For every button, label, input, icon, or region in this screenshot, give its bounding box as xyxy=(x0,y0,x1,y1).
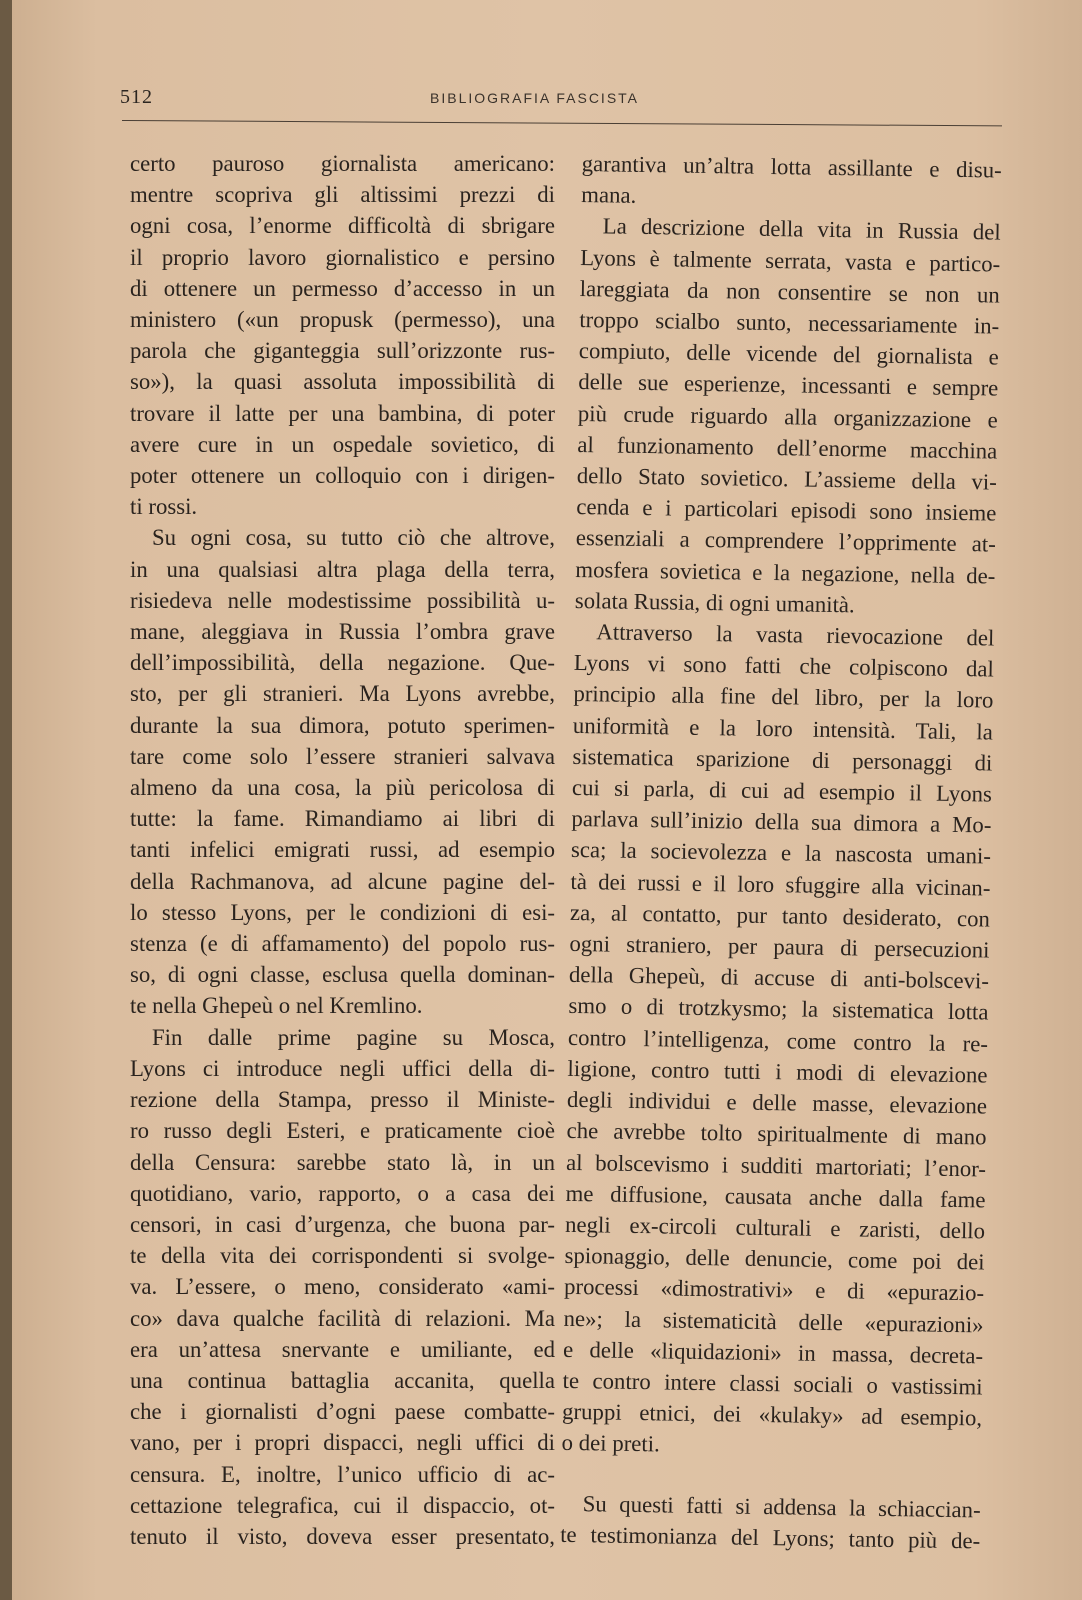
text-line: so, di ogni classe, esclusa quella dominan- xyxy=(130,962,555,988)
text-line: parola che giganteggia sull’orizzonte rus- xyxy=(130,338,555,364)
text-line: co» dava qualche facilità di relazioni. Ma xyxy=(130,1305,555,1331)
text-line: tanti infelici emigrati russi, ad esempio xyxy=(130,837,555,863)
text-line: sto, per gli stranieri. Ma Lyons avrebbe, xyxy=(130,681,555,707)
text-line: Su questi fatti si addensa la schiaccian- xyxy=(582,1490,981,1522)
text-line: che avrebbe tolto spiritualmente di mano xyxy=(566,1118,987,1150)
text-line: quotidiano, vario, rapporto, o a casa dei xyxy=(130,1180,555,1206)
text-line: o dei preti. xyxy=(561,1430,660,1457)
text-line: ro russo degli Esteri, e praticamente cioè xyxy=(130,1118,555,1144)
text-line: degli individui e delle masse, elevazione xyxy=(566,1086,988,1119)
text-line: al bolscevismo i sudditi martoriati; l’enor- xyxy=(565,1149,987,1181)
text-line: smo o di trotzkysmo; la sistematica lotta xyxy=(568,993,989,1025)
text-line: stenza (e di affamamento) del popolo rus- xyxy=(130,931,555,957)
text-line: te nella Ghepeù o nel Kremlino. xyxy=(130,993,423,1019)
text-line: Attraverso la vasta rievocazione del xyxy=(596,619,995,651)
text-line: trovare il latte per una bambina, di poter xyxy=(130,400,555,426)
text-line: certo pauroso giornalista americano: xyxy=(130,151,555,176)
text-line: era un’attesa snervante e umiliante, ed xyxy=(130,1336,555,1362)
text-line: cettazione telegrafica, cui il dispaccio, ot- xyxy=(130,1492,555,1518)
text-line: La descrizione della vita in Russia del xyxy=(602,213,1001,245)
text-line: solata Russia, di ogni umanità. xyxy=(574,587,855,618)
text-line: poter ottenere un colloquio con i dirigen- xyxy=(130,463,555,489)
text-line: cui si parla, di cui ad esempio il Lyons xyxy=(571,774,993,807)
text-line: dello Stato sovietico. L’assieme della vi- xyxy=(576,462,997,495)
text-line: sca; la socievolezza e la nascosta umani- xyxy=(570,837,992,869)
text-line: Lyons è talmente serrata, vasta e partico- xyxy=(580,244,1001,277)
text-line: ogni cosa, l’enorme difficoltà di sbrigare xyxy=(130,213,555,239)
text-line: avere cure in un ospedale sovietico, di xyxy=(130,431,555,457)
text-line: delle sue esperienze, incessanti e sempre xyxy=(578,369,999,401)
text-line: Lyons vi sono fatti che colpiscono dal xyxy=(573,650,995,682)
text-line: almeno da una cosa, la più pericolosa di xyxy=(130,775,555,801)
running-title: BIBLIOGRAFIA FASCISTA xyxy=(430,90,640,106)
text-line: tà dei russi e il loro sfuggire alla vicinan- xyxy=(570,868,991,901)
text-line: te della vita dei corrispondenti si svolge- xyxy=(130,1243,555,1269)
text-line: ministero («un propusk (permesso), una xyxy=(130,307,555,333)
text-line: ti rossi. xyxy=(130,494,198,520)
text-line: va. L’essere, o meno, considerato «ami- xyxy=(130,1274,555,1300)
text-line: ne»; la sistematicità delle «epurazioni» xyxy=(563,1305,984,1337)
text-line: censura. E, inoltre, l’unico ufficio di ac- xyxy=(130,1461,555,1487)
text-line: risiedeva nelle modestissime possibilità u- xyxy=(130,587,555,613)
text-line: cenda e i particolari episodi sono insieme xyxy=(576,494,997,526)
text-line: garantiva un’altra lotta assillante e disu- xyxy=(581,150,1002,183)
page-header xyxy=(120,86,1010,116)
text-line: tare come solo l’essere stranieri salvava xyxy=(130,743,555,769)
text-line: dell’impossibilità, della negazione. Que- xyxy=(130,650,555,676)
text-line: censori, in casi d’urgenza, che buona par- xyxy=(130,1211,555,1237)
text-line: mane, aleggiava in Russia l’ombra grave xyxy=(130,619,555,645)
text-line: so»), la quasi assoluta impossibilità di xyxy=(130,369,555,395)
text-line: al funzionamento dell’enorme macchina xyxy=(577,431,998,464)
text-line: mentre scopriva gli altissimi prezzi di xyxy=(130,182,555,208)
header-rule xyxy=(122,120,1002,126)
text-line: te contro intere classi sociali o vastissimi xyxy=(562,1367,983,1400)
text-line: uniformità e la loro intensità. Tali, la xyxy=(572,712,994,745)
book-page xyxy=(12,0,1082,1600)
text-line: mana. xyxy=(581,182,637,209)
text-line: essenziali a comprendere l’opprimente at- xyxy=(575,525,997,557)
text-line: tutte: la fame. Rimandiamo ai libri di xyxy=(130,806,555,832)
text-line: rezione della Stampa, presso il Ministe- xyxy=(130,1087,555,1113)
text-line: principio alla fine del libro, per la loro xyxy=(573,681,994,713)
text-line: e delle «liquidazioni» in massa, decreta- xyxy=(562,1336,984,1369)
text-line: ogni straniero, per paura di persecuzioni xyxy=(569,930,990,963)
text-line: della Censura: sarebbe stato là, in un xyxy=(130,1149,555,1175)
text-line: vano, per i propri dispacci, negli uffici di xyxy=(130,1430,555,1456)
text-line: una continua battaglia accanita, quella xyxy=(130,1367,555,1393)
left-text-column xyxy=(130,148,555,1552)
text-line: contro l’intelligenza, come contro la re- xyxy=(567,1024,989,1057)
text-line: il proprio lavoro giornalistico e persino xyxy=(130,244,555,270)
right-text-column xyxy=(560,148,1002,1556)
text-line: spionaggio, delle denuncie, come poi dei xyxy=(564,1242,985,1275)
text-line: Lyons ci introduce negli uffici della di- xyxy=(130,1055,555,1081)
text-line: ligione, contro tutti i modi di elevazione xyxy=(567,1055,988,1088)
text-line: lo stesso Lyons, per le condizioni di esi- xyxy=(130,899,555,925)
text-line: che i giornalisti d’ogni paese combatte- xyxy=(130,1399,555,1425)
text-line: za, al contatto, pur tanto desiderato, con xyxy=(569,899,991,932)
text-line: di ottenere un permesso d’accesso in un xyxy=(130,275,555,301)
text-line: compiuto, delle vicende del giornalista e xyxy=(578,338,999,370)
text-line: Su ogni cosa, su tutto ciò che altrove, xyxy=(152,525,555,551)
text-line: mosfera sovietica e la negazione, nella de- xyxy=(575,556,996,589)
text-line: Fin dalle prime pagine su Mosca, xyxy=(152,1024,555,1050)
text-line: te testimonianza del Lyons; tanto più de- xyxy=(560,1521,981,1554)
text-line: gruppi etnici, dei «kulaky» ad esempio, xyxy=(561,1398,983,1431)
text-line: negli ex-circoli culturali e zaristi, dello xyxy=(564,1211,986,1244)
text-line: lareggiata da non consentire se non un xyxy=(579,275,1000,308)
text-line: della Ghepeù, di accuse di anti-bolscevi- xyxy=(568,962,990,994)
text-line: processi «dimostrativi» e di «epurazio- xyxy=(563,1274,985,1306)
text-line: tenuto il visto, doveva esser presentato, xyxy=(130,1523,555,1549)
text-line: me diffusione, causata anche dalla fame xyxy=(565,1180,986,1213)
text-line: più crude riguardo alla organizzazione e xyxy=(577,400,998,433)
text-line: della Rachmanova, ad alcune pagine del- xyxy=(130,868,555,894)
text-line: in una qualsiasi altra plaga della terra, xyxy=(130,556,555,582)
text-line: parlava sull’inizio della sua dimora a Mo- xyxy=(571,806,992,838)
text-line: sistematica sparizione di personaggi di xyxy=(572,743,993,776)
text-line: troppo scialbo sunto, necessariamente in- xyxy=(579,306,1000,339)
page-number: 512 xyxy=(120,86,153,108)
text-line: durante la sua dimora, potuto sperimen- xyxy=(130,712,555,738)
